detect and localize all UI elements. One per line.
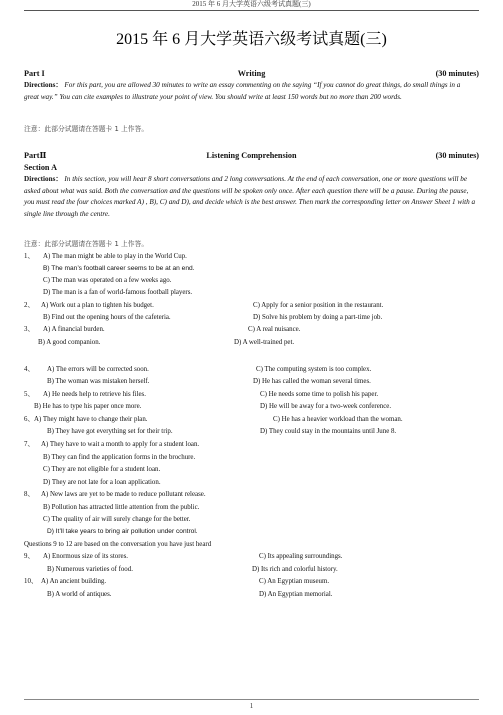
q7-option-c: C) They are not eligible for a student loan. [43,466,161,473]
q9-option-c: C) Its appealing surroundings. [259,553,343,560]
part2-name: Listening Comprehension [206,151,297,160]
q1-option-c: C) The man was operated on a few weeks ago. [43,277,172,284]
q1-option-a: A) The man might be able to play in the World Cup. [43,253,187,260]
q6-option-d: D) They could stay in the mountains until June 8. [260,428,397,435]
part1-directions-text: For this part, you are allowed 30 minutes to write an essay commenting on the saying “If you cannot do great things, do small things in a great way.” You can cite examples to illustrate your point of view. You should write at least 150 words but no more than 200 words. [24,81,461,101]
q10-number: 10、 [24,578,38,585]
footer-rule [24,699,479,700]
q8-option-d: D) It’ll take years to bring air pollution under control. [47,528,198,535]
q4-option-a: A) The errors will be corrected soon. [47,366,149,373]
q1-number: 1、 [24,253,35,260]
q5-option-c: C) He needs some time to polish his paper. [260,391,379,398]
q5-number: 5、 [24,391,35,398]
part2-label: PartⅡ [24,151,47,160]
q4-option-b: B) The woman was mistaken herself. [47,378,150,385]
part1-label: Part I [24,69,45,78]
q8-option-a: A) New laws are yet to be made to reduce pollutant release. [41,491,206,498]
q4-option-c: C) The computing system is too complex. [256,366,372,373]
q2-option-d: D) Solve his problem by doing a part-time job. [253,314,383,321]
q10-option-c: C) An Egyptian museum. [259,578,330,585]
q9-option-a: A) Enormous size of its stores. [43,553,128,560]
q8-option-b: B) Pollution has attracted little attention from the public. [43,504,200,511]
q8-option-c: C) The quality of air will surely change for the better. [43,516,191,523]
part2-directions [24,174,476,220]
q4-option-d: D) He has called the woman several times. [253,378,371,385]
q9-option-d: D) Its rich and colorful history. [252,566,338,573]
q7-number: 7、 [24,441,35,448]
q4-number: 4、 [24,366,35,373]
q3-option-d: D) A well-trained pet. [234,339,295,346]
running-header: 2015 年 6 月大学英语六级考试真题(三) [192,0,311,8]
part2-directions-label: Directions： [24,175,63,183]
q10-option-a: A) An ancient building. [41,578,107,585]
q2-option-c: C) Apply for a senior position in the restaurant. [253,302,384,309]
q10-option-d: D) An Egyptian memorial. [259,591,333,598]
q5-option-b: B) He has to type his paper once more. [34,403,142,410]
q8-number: 8、 [24,491,35,498]
q5-option-a: A) He needs help to retrieve his files. [43,391,146,398]
header-rule [24,10,479,11]
q7-option-b: B) They can find the application forms in the brochure. [43,454,196,461]
q3-option-b: B) A good companion. [38,339,101,346]
q6-number: 6、 [24,416,35,423]
q7-option-a: A) They have to wait a month to apply for a student loan. [41,441,200,448]
long-conversation-intro: Questions 9 to 12 are based on the conversation you have just heard [24,541,212,548]
part1-directions-label: Directions： [24,81,63,89]
part1-time: (30 minutes) [435,69,479,78]
q3-number: 3、 [24,326,35,333]
section-a-heading: Section A [24,163,57,172]
q5-option-d: D) He will be away for a two-week conference. [260,403,392,410]
part1-name: Writing [237,69,266,78]
part2-time: (30 minutes) [435,151,479,160]
part1-note: 注意：此部分试题请在答题卡 1 上作答。 [24,125,149,133]
q6-option-b: B) They have got everything set for their trip. [47,428,173,435]
page-number: 1 [249,702,254,710]
q9-option-b: B) Numerous varieties of food. [47,566,133,573]
q10-option-b: B) A world of antiques. [47,591,112,598]
part2-note: 注意：此部分试题请在答题卡 1 上作答。 [24,240,149,248]
q1-option-b: B) The man’s football career seems to be at an end. [43,265,195,272]
q2-number: 2、 [24,302,35,309]
q1-option-d: D) The man is a fan of world-famous football players. [43,289,193,296]
q6-option-c: C) He has a heavier workload than the woman. [273,416,403,423]
part1-directions [24,80,476,103]
q2-option-b: B) Find out the opening hours of the cafeteria. [43,314,171,321]
part2-directions-text: In this section, you will hear 8 short conversations and 2 long conversations. At the end of each conversation, one or more questions will be asked about what was said. Both the conversation and the questions will be spoken only once. After each question there will be a pause. During the pause, you must read the four choices marked A) , B), C) and D), and decide which is the best answer. Then mark the corresponding letter on Answer Sheet 1 with a single line through the centre. [24,175,476,218]
q6-option-a: A) They might have to change their plan. [34,416,148,423]
q3-option-a: A) A financial burden. [43,326,105,333]
q9-number: 9、 [24,553,35,560]
page-title: 2015 年 6 月大学英语六级考试真题(三) [116,31,387,48]
q3-option-c: C) A real nuisance. [248,326,301,333]
q7-option-d: D) They are not late for a loan application. [43,479,161,486]
q2-option-a: A) Work out a plan to tighten his budget. [41,302,154,309]
